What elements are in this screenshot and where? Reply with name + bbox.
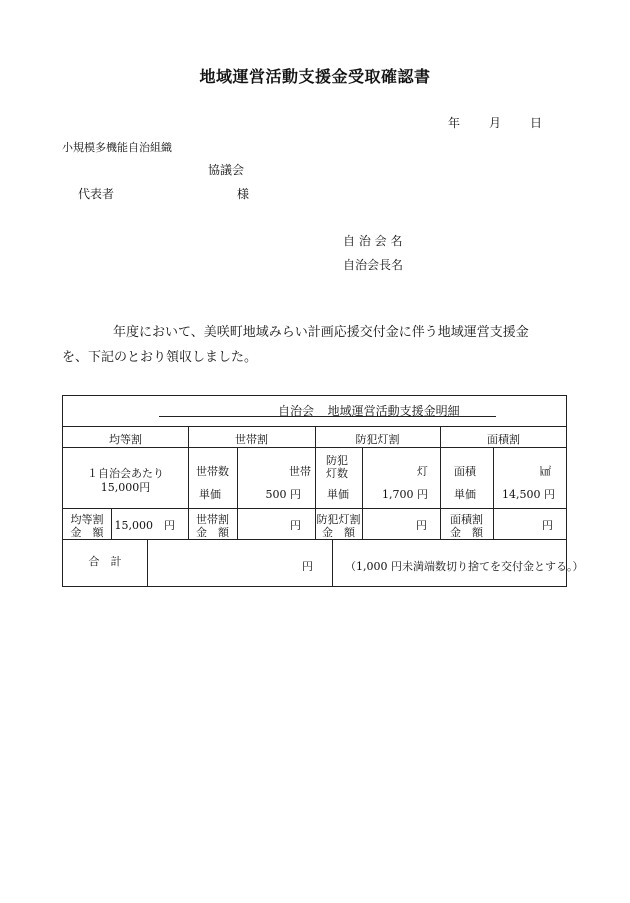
header-equal: 均等割 <box>109 433 142 446</box>
table-rule <box>147 539 148 587</box>
equal-amount: 15,000円 <box>100 481 151 494</box>
total-value: 円 <box>302 560 313 573</box>
household-count-label: 世帯数 <box>196 465 229 478</box>
equal-amount-label-2: 金 額 <box>70 526 104 539</box>
equal-amount-label-1: 均等割 <box>70 513 104 526</box>
table-rule <box>493 447 494 539</box>
household-amount-label-1: 世帯割 <box>196 513 229 526</box>
area-amount-value: 円 <box>542 519 553 532</box>
table-title-prefix: 自治会 <box>278 404 315 418</box>
date-day-label: 日 <box>530 116 543 130</box>
assoc-name-label: 自 治 会 名 <box>343 234 403 248</box>
crime-price: 1,700 円 <box>382 488 428 501</box>
date-year-label: 年 <box>448 116 461 130</box>
table-title <box>278 402 460 419</box>
support-detail-table <box>62 395 584 587</box>
table-rule <box>111 508 112 539</box>
body-line-1: 年度において、美咲町地域みらい計画応援交付金に伴う地域運営支援金 <box>113 325 529 340</box>
area-amount-label-1: 面積割 <box>450 513 483 526</box>
recipient-rep-label: 代表者 <box>78 187 115 201</box>
header-household: 世帯割 <box>235 433 268 446</box>
crime-amount-label-2: 金 額 <box>322 526 355 539</box>
household-price-label: 単価 <box>199 488 221 501</box>
header-area: 面積割 <box>487 433 520 446</box>
area-unit: ㎢ <box>540 465 551 478</box>
area-price-label: 単価 <box>454 488 476 501</box>
document-title: 地域運営活動支援金受取確認書 <box>199 67 431 86</box>
household-amount-value: 円 <box>290 519 301 532</box>
total-note: （1,000 円未満端数切り捨てを交付金とする。） <box>345 560 584 573</box>
household-count-unit: 世帯 <box>289 465 311 478</box>
recipient-honorific: 様 <box>237 187 250 201</box>
table-title-text: 地域運営活動支援金明細 <box>327 404 460 418</box>
crime-count-label-2: 灯数 <box>326 467 348 480</box>
recipient-org: 小規模多機能自治組織 <box>62 141 172 154</box>
area-price: 14,500 円 <box>502 488 555 501</box>
date-month-label: 月 <box>489 116 502 130</box>
household-price: 500 円 <box>265 488 301 501</box>
body-line-2: を、下記のとおり領収しました。 <box>62 350 258 365</box>
crime-price-label: 単価 <box>327 488 349 501</box>
crime-amount-label-1: 防犯灯割 <box>316 513 361 526</box>
area-label: 面積 <box>454 465 476 478</box>
household-amount-label-2: 金 額 <box>196 526 229 539</box>
recipient-council: 協議会 <box>208 163 245 177</box>
table-rule <box>237 447 238 539</box>
area-amount-label-2: 金 額 <box>450 526 483 539</box>
table-rule <box>332 539 333 587</box>
crime-amount-value: 円 <box>416 519 427 532</box>
total-label: 合 計 <box>88 555 122 568</box>
header-crime-light: 防犯灯割 <box>355 433 400 446</box>
equal-amount-value: 15,000 円 <box>114 519 175 532</box>
crime-count-label-1: 防犯 <box>326 454 348 467</box>
crime-count-unit: 灯 <box>417 465 428 478</box>
equal-per-assoc: １自治会あたり <box>87 467 164 480</box>
assoc-head-label: 自治会長名 <box>343 258 404 272</box>
